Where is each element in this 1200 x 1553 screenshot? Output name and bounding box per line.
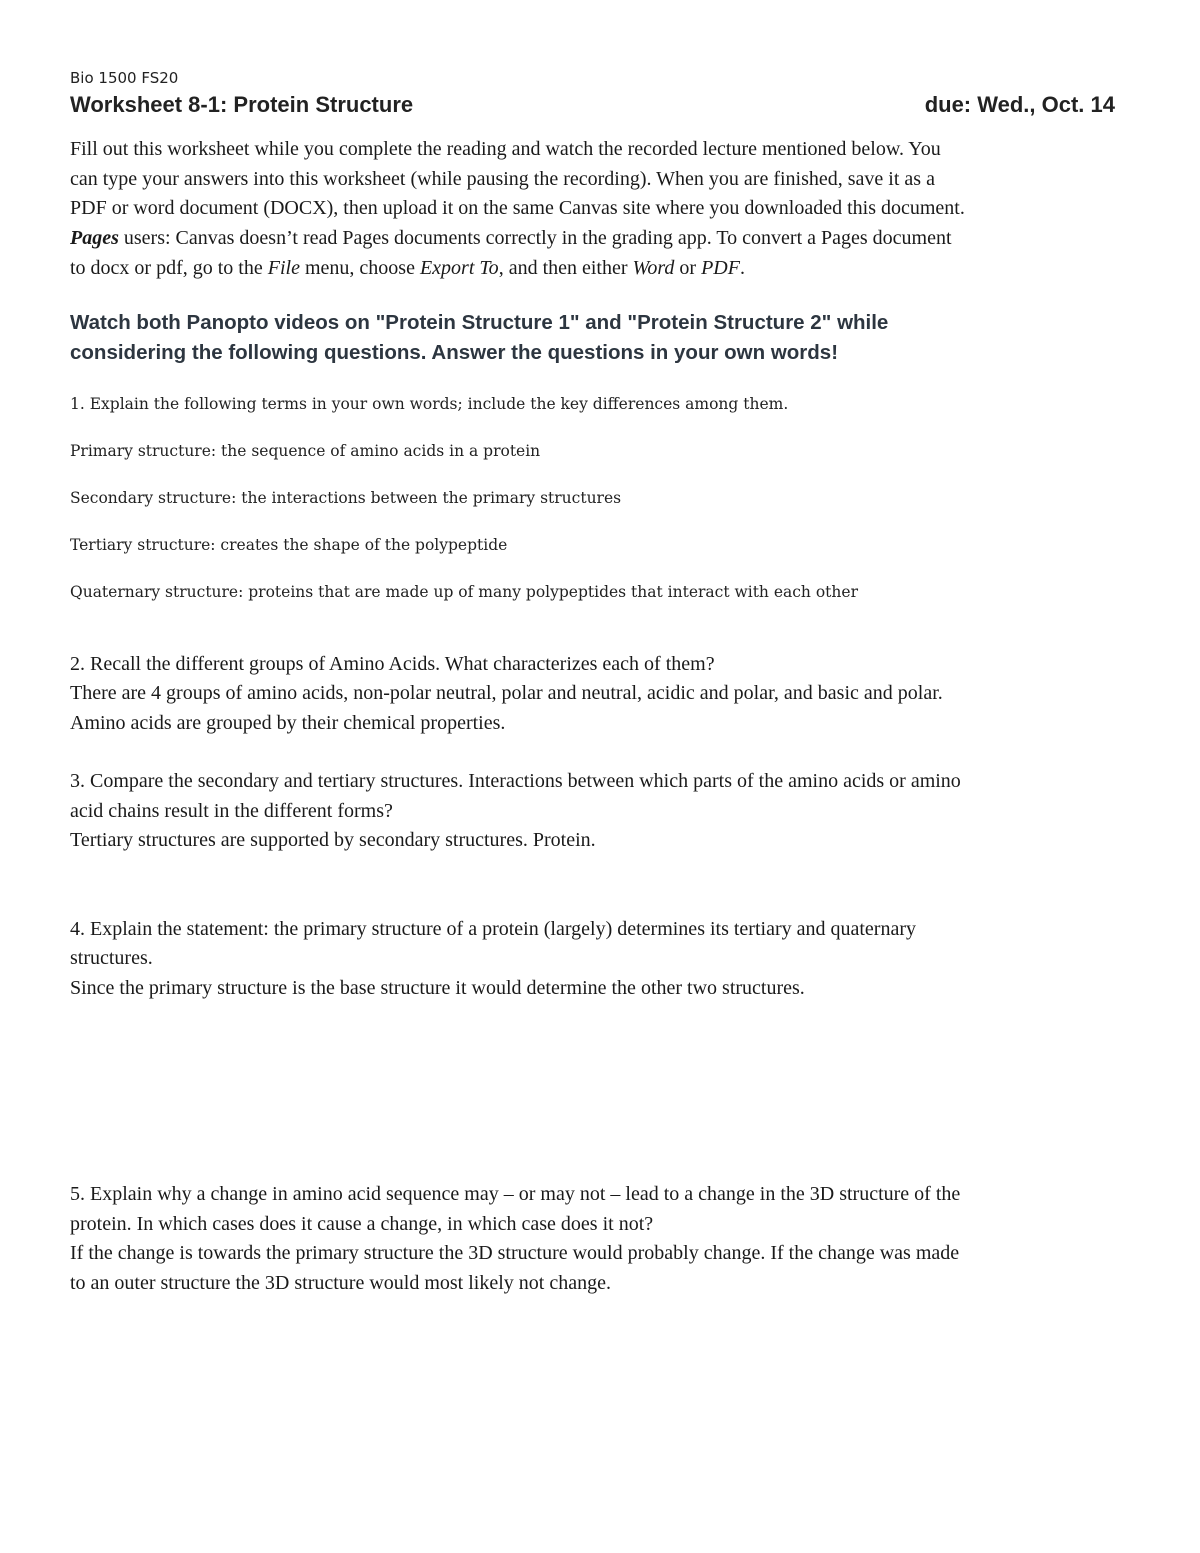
title-row [70, 92, 1130, 118]
question-5-text: 5. Explain why a change in amino acid sequence may – or may not – lead to a change in the 3D structure of the [70, 1183, 961, 1206]
file-menu-term: File [267, 256, 300, 279]
worksheet-title: Worksheet 8-1: Protein Structure [70, 92, 414, 117]
pages-note: users: Canvas doesn’t read Pages documents correctly in the grading app. To convert a Pages document [118, 227, 952, 250]
answer-secondary-structure: Secondary structure: the interactions between the primary structures [70, 488, 622, 507]
answer-2-line: There are 4 groups of amino acids, non-polar neutral, polar and neutral, acidic and polar, and basic and polar. [70, 682, 943, 705]
text-fragment: to docx or pdf, go to the [70, 256, 268, 279]
answer-5-line: to an outer structure the 3D structure would most likely not change. [70, 1271, 611, 1294]
intro-line: PDF or word document (DOCX), then upload it on the same Canvas site where you downloaded this document. [70, 197, 965, 220]
answer-5-line: If the change is towards the primary structure the 3D structure would probably change. If the change was made [70, 1242, 960, 1265]
text-fragment: , and then either [498, 256, 633, 279]
intro-line-pages [70, 224, 1130, 254]
answer-2-line: Amino acids are grouped by their chemical properties. [70, 711, 506, 734]
course-code: Bio 1500 FS20 [70, 69, 179, 87]
text-fragment: . [739, 256, 745, 279]
word-term: Word [632, 256, 675, 279]
instructions-heading [70, 308, 1130, 368]
pages-emphasis: Pages [70, 227, 119, 250]
instructions-line: Watch both Panopto videos on "Protein Structure 1" and "Protein Structure 2" while [70, 310, 889, 334]
question-5 [70, 1180, 1130, 1298]
answer-3: Tertiary structures are supported by secondary structures. Protein. [70, 829, 596, 852]
question-2-text: 2. Recall the different groups of Amino Acids. What characterizes each of them? [70, 652, 715, 675]
answer-primary-structure: Primary structure: the sequence of amino acids in a protein [70, 441, 541, 460]
answer-quaternary-structure: Quaternary structure: proteins that are made up of many polypeptides that interact with each other [70, 582, 858, 601]
text-fragment: or [674, 256, 702, 279]
answer-tertiary-structure: Tertiary structure: creates the shape of the polypeptide [70, 535, 508, 554]
question-5-text: protein. In which cases does it cause a change, in which case does it not? [70, 1212, 654, 1235]
intro-line: Fill out this worksheet while you complete the reading and watch the recorded lecture mentioned below. You [70, 138, 941, 160]
question-4 [70, 915, 1130, 1004]
intro-paragraph [70, 135, 1130, 284]
question-3-text: acid chains result in the different forms? [70, 799, 393, 822]
pdf-term: PDF [701, 256, 740, 279]
question-1 [70, 393, 1130, 603]
question-2 [70, 650, 1130, 739]
answer-4: Since the primary structure is the base structure it would determine the other two structures. [70, 976, 805, 999]
question-3-text: 3. Compare the secondary and tertiary structures. Interactions between which parts of the amino acids or amino [70, 770, 961, 793]
intro-line-export [70, 254, 1130, 284]
question-4-text: 4. Explain the statement: the primary structure of a protein (largely) determines its tertiary and quaternary [70, 917, 916, 940]
intro-line: can type your answers into this worksheet (while pausing the recording). When you are finished, save it as a [70, 167, 935, 190]
question-4-text: structures. [70, 947, 153, 970]
instructions-line: considering the following questions. Answer the questions in your own words! [70, 340, 839, 364]
worksheet-page [70, 68, 1130, 1298]
text-fragment: menu, choose [299, 256, 420, 279]
export-to-term: Export To [419, 256, 499, 279]
due-date: due: Wed., Oct. 14 [924, 92, 1115, 117]
question-3 [70, 767, 1130, 856]
question-1-text: 1. Explain the following terms in your own words; include the key differences among them. [70, 394, 789, 413]
